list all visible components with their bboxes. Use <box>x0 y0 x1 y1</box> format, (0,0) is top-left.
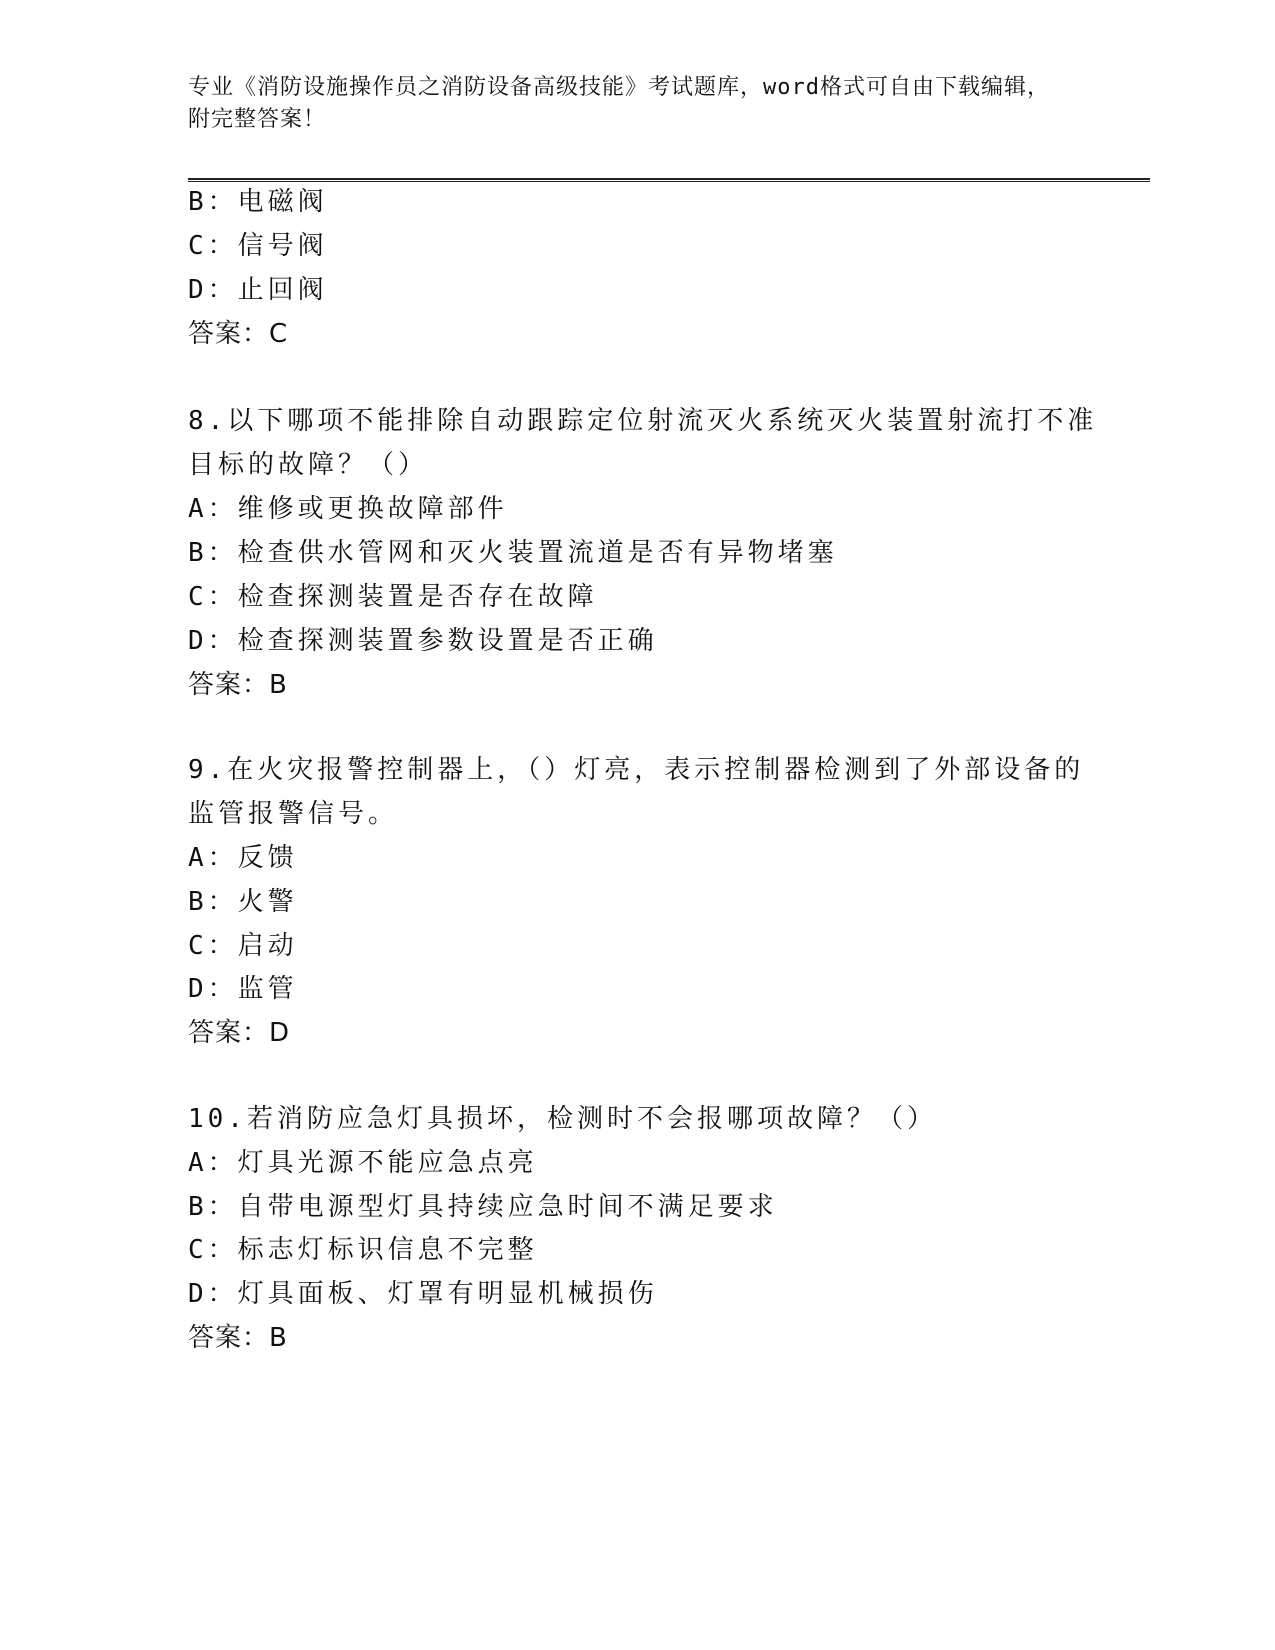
q8-stem-line1: 8.以下哪项不能排除自动跟踪定位射流灭火系统灭火装置射流打不准 <box>188 406 1098 436</box>
q7-option-d: D：止回阀 <box>188 275 328 305</box>
q9-option-a: A：反馈 <box>188 843 298 873</box>
q8-option-b: B：检查供水管网和灭火装置流道是否有异物堵塞 <box>188 538 838 568</box>
header-divider <box>188 178 1150 182</box>
q10-stem-line1: 10.若消防应急灯具损坏，检测时不会报哪项故障？（） <box>188 1104 937 1134</box>
q10-answer: 答案：B <box>188 1323 288 1353</box>
q9-option-c: C：启动 <box>188 931 298 961</box>
q8-option-d: D：检查探测装置参数设置是否正确 <box>188 626 658 656</box>
q9-stem-line2: 监管报警信号。 <box>188 799 399 829</box>
q9-stem-line1: 9.在火灾报警控制器上，（）灯亮，表示控制器检测到了外部设备的 <box>188 755 1085 785</box>
q8-option-a: A：维修或更换故障部件 <box>188 494 508 524</box>
q9-answer: 答案：D <box>188 1018 291 1048</box>
q10-option-a: A：灯具光源不能应急点亮 <box>188 1148 538 1178</box>
q10-option-d: D：灯具面板、灯罩有明显机械损伤 <box>188 1279 658 1309</box>
document-header: 专业《消防设施操作员之消防设备高级技能》考试题库，word格式可自由下载编辑，附完整答案！ <box>188 75 1050 132</box>
q7-answer: 答案：C <box>188 319 289 349</box>
q7-option-b: B：电磁阀 <box>188 187 328 217</box>
q8-option-c: C：检查探测装置是否存在故障 <box>188 582 598 612</box>
q7-option-c: C：信号阀 <box>188 231 328 261</box>
q10-option-b: B：自带电源型灯具持续应急时间不满足要求 <box>188 1192 778 1222</box>
q10-option-c: C：标志灯标识信息不完整 <box>188 1235 538 1265</box>
q9-option-b: B：火警 <box>188 887 298 917</box>
q9-option-d: D：监管 <box>188 974 298 1004</box>
q8-answer: 答案：B <box>188 670 288 700</box>
q8-stem-line2: 目标的故障？（） <box>188 450 429 480</box>
